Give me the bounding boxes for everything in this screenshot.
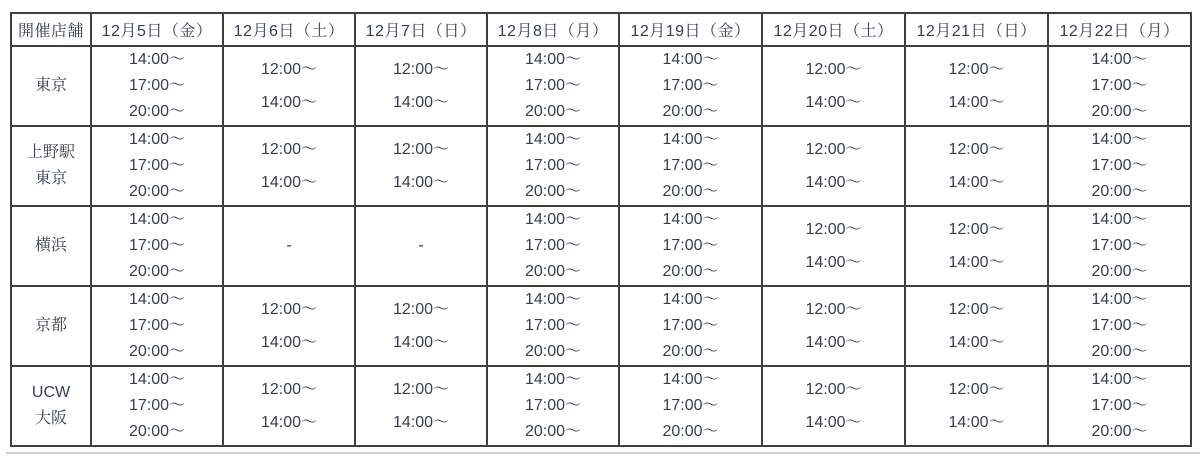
venue-name: 上野駅 [26,144,75,161]
session-times-cell [905,206,1048,286]
session-times-cell [487,46,619,126]
table-row [11,206,1191,286]
session-times-cell [355,126,487,206]
session-times-cell [91,126,223,206]
venue-cell [11,366,91,446]
session-time: 14:00～ [1091,211,1148,228]
event-schedule-table [10,12,1192,447]
session-time: 20:00～ [662,103,719,120]
session-time: 12:00～ [260,381,318,398]
session-time: 20:00～ [128,343,186,360]
session-time: 14:00～ [392,414,450,431]
date-column-header: 12月22日（月） [1048,13,1191,46]
session-time: 17:00～ [524,77,582,94]
date-column-header: 12月5日（金） [91,13,223,46]
session-time: 14:00～ [128,291,186,308]
session-time: 20:00～ [662,183,719,200]
session-time: 12:00～ [948,301,1005,318]
date-column-header: 12月7日（日） [355,13,487,46]
venue-cell [11,126,91,206]
no-session-cell [355,206,487,286]
venue-name: 京都 [34,317,67,334]
session-times-cell [905,46,1048,126]
session-time: 14:00～ [948,174,1005,191]
session-time: 17:00～ [128,77,186,94]
session-times-cell [619,286,762,366]
table-row [11,366,1191,446]
session-time: 14:00～ [128,131,186,148]
session-time: 12:00～ [948,141,1005,158]
header-row [11,13,1191,46]
venue-name: 東京 [34,77,67,94]
date-column-header: 12月6日（土） [223,13,355,46]
session-time: 17:00～ [662,157,719,174]
session-times-cell [762,126,905,206]
session-time: 17:00～ [662,397,719,414]
no-session-cell [223,206,355,286]
session-time: 17:00～ [524,397,582,414]
venue-cell [11,46,91,126]
venue-cell [11,286,91,366]
venue-name: 東京 [34,170,67,187]
session-time: 14:00～ [260,94,318,111]
session-time: 17:00～ [524,157,582,174]
session-time: 20:00～ [524,423,582,440]
session-time: 17:00～ [1091,157,1148,174]
session-times-cell [1048,206,1191,286]
session-time: 17:00～ [662,77,719,94]
session-times-cell [619,126,762,206]
session-time: 14:00～ [948,94,1005,111]
session-time: 17:00～ [128,317,186,334]
session-time: 14:00～ [128,371,186,388]
session-time: 20:00～ [662,423,719,440]
session-times-cell [619,46,762,126]
table-row [11,286,1191,366]
session-time: 14:00～ [524,371,582,388]
session-time: 12:00～ [260,61,318,78]
session-times-cell [487,366,619,446]
session-time: 12:00～ [805,301,862,318]
session-time: 17:00～ [1091,237,1148,254]
table-header [11,13,1191,46]
session-times-cell [619,366,762,446]
session-time: 20:00～ [1091,103,1148,120]
session-times-cell [91,46,223,126]
session-times-cell [1048,286,1191,366]
session-time: 14:00～ [1091,291,1148,308]
session-time: 14:00～ [392,174,450,191]
session-time: 17:00～ [128,237,186,254]
session-time: 14:00～ [948,414,1005,431]
session-time: 14:00～ [260,414,318,431]
session-times-cell [905,366,1048,446]
venue-column-header: 開催店舗 [11,13,91,46]
session-time: 14:00～ [662,211,719,228]
session-time: 14:00～ [805,174,862,191]
session-time: 14:00～ [260,174,318,191]
session-time: 17:00～ [1091,397,1148,414]
table-row [11,126,1191,206]
session-times-cell [355,366,487,446]
session-times-cell [905,286,1048,366]
session-times-cell [762,46,905,126]
session-times-cell [1048,126,1191,206]
session-time: 17:00～ [1091,77,1148,94]
session-time: 14:00～ [392,94,450,111]
session-times-cell [905,126,1048,206]
session-time: 12:00～ [805,381,862,398]
session-times-cell [91,366,223,446]
session-time: 14:00～ [524,131,582,148]
session-times-cell [223,366,355,446]
session-time: 17:00～ [524,237,582,254]
session-time: 20:00～ [1091,183,1148,200]
venue-name: 横浜 [34,237,67,254]
session-time: 12:00～ [392,381,450,398]
session-times-cell [91,206,223,286]
session-time: 14:00～ [524,211,582,228]
session-time: 20:00～ [128,423,186,440]
session-time: 20:00～ [524,343,582,360]
session-time: 12:00～ [260,301,318,318]
session-time: 20:00～ [128,263,186,280]
session-times-cell [762,286,905,366]
session-time: 20:00～ [128,103,186,120]
session-time: 14:00～ [948,254,1005,271]
session-time: 14:00～ [128,51,186,68]
session-time: 12:00～ [948,381,1005,398]
table-row [11,46,1191,126]
session-time: 20:00～ [662,343,719,360]
session-time: 12:00～ [392,61,450,78]
session-time: 12:00～ [392,301,450,318]
session-times-cell [91,286,223,366]
session-time: 14:00～ [662,51,719,68]
session-time: 17:00～ [524,317,582,334]
bottom-divider-line [6,452,1200,454]
session-times-cell [223,46,355,126]
session-time: 14:00～ [805,94,862,111]
venue-name: 大阪 [34,410,67,427]
session-time: 20:00～ [524,263,582,280]
session-times-cell [355,286,487,366]
date-column-header: 12月20日（土） [762,13,905,46]
date-column-header: 12月8日（月） [487,13,619,46]
session-time: 14:00～ [524,291,582,308]
session-time: 17:00～ [662,237,719,254]
session-time: 14:00～ [524,51,582,68]
session-time: 17:00～ [662,317,719,334]
venue-cell [11,206,91,286]
session-times-cell [762,366,905,446]
session-time: 12:00～ [948,61,1005,78]
session-time: 14:00～ [128,211,186,228]
table-body [11,46,1191,446]
session-time: 14:00～ [392,334,450,351]
session-time: 12:00～ [805,141,862,158]
session-time: 14:00～ [662,131,719,148]
session-time: 17:00～ [1091,317,1148,334]
session-time: 14:00～ [1091,51,1148,68]
session-times-cell [355,46,487,126]
session-time: 20:00～ [1091,423,1148,440]
session-time: 20:00～ [1091,263,1148,280]
no-session-dash: - [286,237,292,254]
session-time: 17:00～ [128,157,186,174]
session-time: 20:00～ [662,263,719,280]
session-times-cell [487,206,619,286]
session-time: 14:00～ [662,371,719,388]
session-time: 12:00～ [392,141,450,158]
session-times-cell [762,206,905,286]
no-session-dash: - [418,237,424,254]
session-time: 14:00～ [805,334,862,351]
venue-name: UCW [31,384,71,401]
session-time: 12:00～ [948,221,1005,238]
session-time: 14:00～ [1091,371,1148,388]
session-time: 14:00～ [662,291,719,308]
session-time: 20:00～ [524,103,582,120]
session-times-cell [1048,366,1191,446]
session-times-cell [619,206,762,286]
session-times-cell [487,286,619,366]
session-time: 12:00～ [805,221,862,238]
session-time: 14:00～ [805,254,862,271]
session-times-cell [223,126,355,206]
session-time: 20:00～ [524,183,582,200]
session-time: 14:00～ [1091,131,1148,148]
session-time: 14:00～ [948,334,1005,351]
session-time: 20:00～ [128,183,186,200]
session-time: 20:00～ [1091,343,1148,360]
session-times-cell [487,126,619,206]
session-times-cell [223,286,355,366]
session-time: 14:00～ [805,414,862,431]
session-times-cell [1048,46,1191,126]
session-time: 17:00～ [128,397,186,414]
session-time: 14:00～ [260,334,318,351]
date-column-header: 12月19日（金） [619,13,762,46]
session-time: 12:00～ [805,61,862,78]
session-time: 12:00～ [260,141,318,158]
date-column-header: 12月21日（日） [905,13,1048,46]
